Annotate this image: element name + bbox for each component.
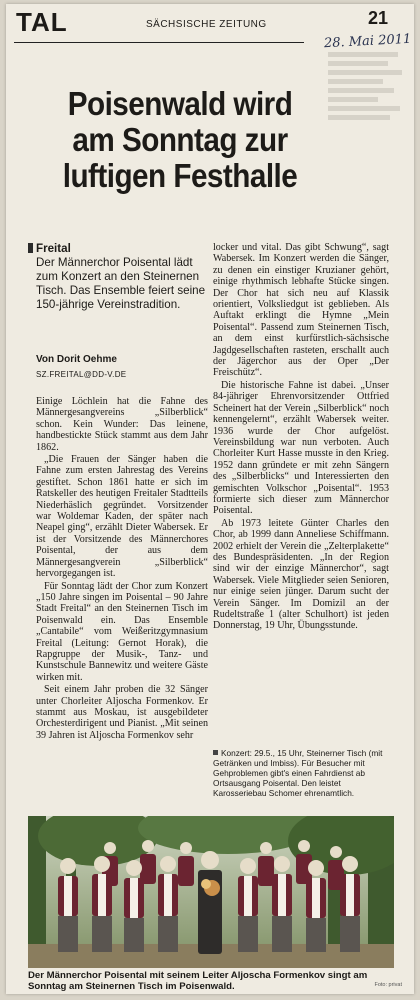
- paragraph: Für Sonntag lädt der Chor zum Konzert „150 Jahre singen im Poisental – 90 Jahre Stadt Freital“ an den Steinernen Tisch im Poisenwald ein. Das Ensemble „Cantabile“ vom Weißeritzgymnasium Freital (Leitung: Gernot Horak), die Rapgruppe der Musik-, Tanz- und Kunstschule Bannewitz und weitere Gäste wirken mit.: [36, 580, 208, 683]
- paragraph: Einige Löchlein hat die Fahne des Männergesangvereins „Silberblick“ schon. Kein Wunder: Das leinene, handbestickte Stück stammt aus dem Jahr 1862.: [36, 396, 208, 453]
- lead-text: Der Männerchor Poisental lädt zum Konzert an den Steinernen Tisch. Das Ensemble feiert seine 150-jährige Vereinstradition.: [36, 256, 206, 311]
- article-column-1: [36, 396, 208, 742]
- article-lead: [36, 242, 206, 312]
- newspaper-page: [6, 4, 414, 994]
- paragraph: „Die Frauen der Sänger haben die Fahne zum ersten Jahrestag des Vereins gestiftet. Schon 1861 hatte er sich im Ratskeller des heutigen Freitaler Stadtteils Niederhäslich gegründet. Vorsitzender war Woldemar Kaden, der später nach Neapel ging“, erzählt Dieter Wabersek. Er ist der Vorsitzende des Männerchores Poisental, der aus dem Männergesangverein „Silberblick“ hervorgegangen ist.: [36, 454, 208, 580]
- paragraph: locker und vital. Das gibt Schwung“, sagt Wabersek. Im Konzert werden die Sänger, zu denen ein einstiger Kruzianer gehört, einige rhythmisch lebhafte Stücke singen. Der Chor hat sich neu auf Klassik orientiert, Volksliedgut ist geblieben. Als Auftakt erklingt die Hymne „Mein Poisental“. Passend zum Steinernen Tisch, an dem einst kurfürstlich-sächsische Jagdgesellschaften rasteten, erschallt auch der Jägerchor aus der Oper „Der Freischütz“.: [213, 242, 389, 379]
- concert-info-box: [213, 748, 389, 798]
- byline: Von Dorit Oehme: [36, 354, 117, 365]
- handwritten-date: 28. Mai 2011: [323, 31, 412, 52]
- choir-photo-illustration: [28, 816, 394, 968]
- newspaper-name: SÄCHSISCHE ZEITUNG: [146, 19, 267, 30]
- masthead-rule: [14, 42, 304, 43]
- choir-photo: [28, 816, 394, 968]
- photo-caption: Der Männerchor Poisental mit seinem Leiter Aljoscha Formenkov singt am Sonntag am Steinernen Tisch im Poisenwald.: [28, 970, 368, 992]
- paragraph: Ab 1973 leitete Günter Charles den Chor, ab 1999 dann Anneliese Schiffmann. 2002 erhielt der Verein die „Zelterplakette“ des Bundespräsidenten. „In der Region sind wir der einzige Männerchor“, sagt Wabersek. Viele Mitglieder seien Senioren, nur einige seien jünger. Darum sucht der Verein Sänger. Im Domizil an der Rudeltstraße 1 (alter Schulhort) ist jeden Donnerstag, 19 Uhr, Übungsstunde.: [213, 517, 389, 632]
- author-email: SZ.FREITAL@DD-V.DE: [36, 370, 127, 379]
- lead-place: Freital: [36, 242, 206, 256]
- paragraph: Seit einem Jahr proben die 32 Sänger unter Chorleiter Aljoscha Formenkov. Er stammt aus Moskau, ist ausgebildeter Orchesterdirigent und Pianist. „Mit seinen 39 Jahren ist Aljoscha Formenkov sehr: [36, 684, 208, 741]
- photo-credit: Foto: privat: [374, 982, 402, 988]
- page-number: 21: [368, 8, 389, 28]
- article-headline: Poisenwald wird am Sonntag zur luftigen Festhalle: [62, 85, 298, 194]
- bullet-square-icon: [213, 750, 218, 755]
- article-column-2: [213, 242, 389, 633]
- paragraph: Die historische Fahne ist dabei. „Unser 84-jähriger Ehrenvorsitzender Ottfried Scheinert hat der Verein „Silberblick“ noch kennengelernt“, erzählt Wabersek weiter. 1936 wurde der Chor aufgelöst. Vereinsbildung war nun verboten. Auch Chorleiter Kurt Hasse musste in den Krieg. 1952 dann gründete er mit zehn Sängern des „Silberblicks“ und Interessierten den gemischten Volkschor „Poisental“. 1953 formierte sich dieser zum Männerchor Poisental.: [213, 379, 389, 517]
- concert-info-text: Konzert: 29.5., 15 Uhr, Steinerner Tisch (mit Getränken und Imbiss). Für Besucher mit Gehproblemen gibt's einen Fahrdienst ab Ortsausgang Poisental. Den leistet Karosseriebau Schomer ehrenamtlich.: [213, 748, 383, 798]
- section-title: TAL: [16, 7, 68, 37]
- adjacent-column-bleed: [328, 52, 410, 142]
